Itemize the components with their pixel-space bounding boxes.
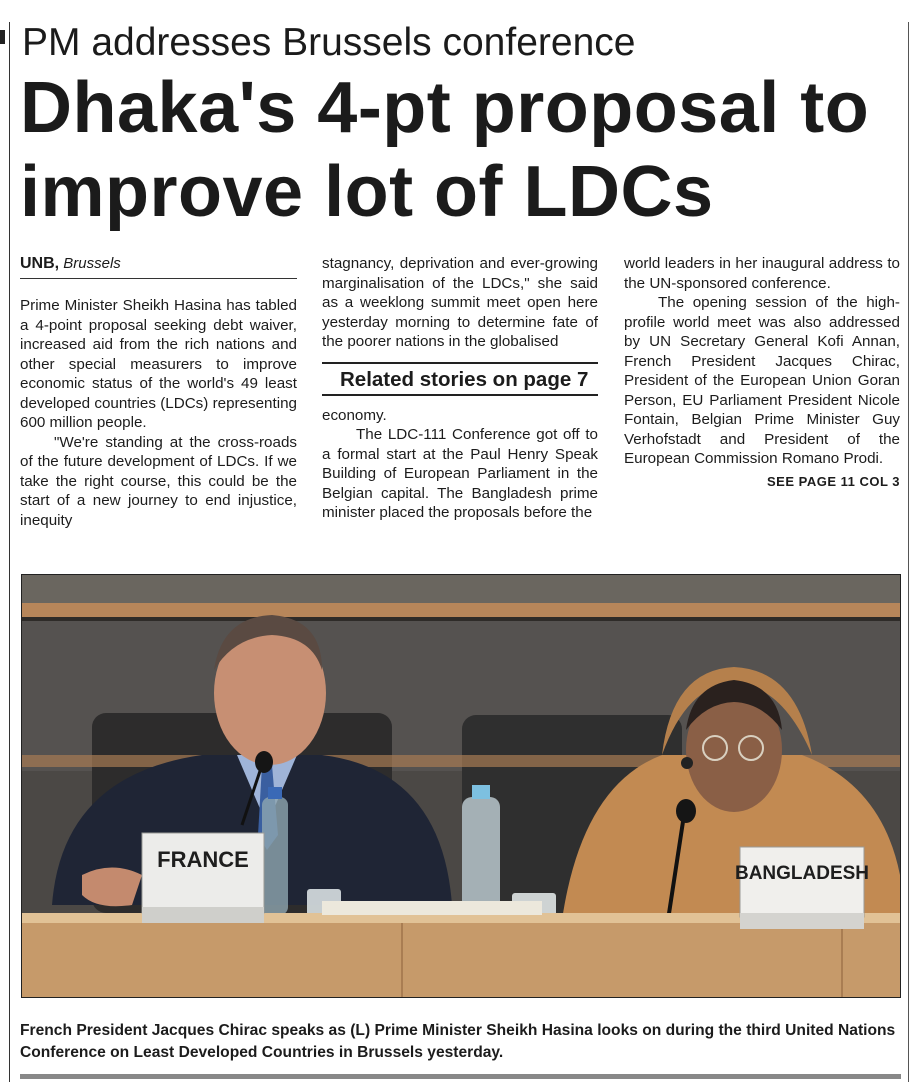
- kicker: PM addresses Brussels conference: [22, 21, 636, 64]
- article-column-3: [624, 254, 900, 491]
- water-bottle: [262, 797, 288, 915]
- microphone-right: [676, 799, 696, 823]
- photo-caption: French President Jacques Chirac speaks as (L) Prime Minister Sheikh Hasina looks on during the third United Nations Conference on Least Developed Countries in Brussels yesterday.: [20, 1022, 896, 1061]
- page-border-right: [908, 22, 909, 1082]
- paragraph: stagnancy, deprivation and ever-growing marginalisation of the LDCs," she said as a weeklong summit meet open here yesterday morning to determine fate of the poorer nations in the globalised: [322, 255, 598, 350]
- headline: [20, 66, 905, 234]
- placard-base: [740, 913, 864, 929]
- placard-bangladesh-text: BANGLADESH: [734, 863, 870, 884]
- headline-line: Dhaka's 4-pt proposal to: [20, 68, 870, 148]
- placard-france-text: FRANCE: [157, 847, 249, 872]
- paragraph: economy.: [322, 406, 387, 424]
- headset: [681, 757, 693, 769]
- article-column-2: [322, 254, 598, 523]
- placard-base: [142, 907, 264, 923]
- paragraph: Prime Minister Sheikh Hasina has tabled a 4-point proposal seeking debt waiver, increased aid from the rich nations and other special measurers to improve economic status of the world's 49 least developed countries (LDCs) representing 600 million people.: [20, 297, 297, 431]
- wood-trim: [22, 603, 900, 617]
- jump-line: SEE PAGE 11 COL 3: [766, 473, 900, 489]
- paragraph: The opening session of the high-profile world meet was also addressed by UN Secretary General Kofi Annan, French President Jacques Chirac, President of the European Union Goran Person, EU Parliament President Nicole Fontain, Belgian Prime Minister Guy Verhofstadt and President of the European Commission Romano Prodi.: [624, 294, 900, 467]
- trim-shadow: [22, 617, 900, 621]
- placard-france: [142, 833, 264, 913]
- paragraph: world leaders in her inaugural address to the UN-sponsored conference.: [624, 255, 900, 292]
- edge-mark: [0, 30, 5, 44]
- article-column-1: [20, 254, 297, 530]
- bottle-cap: [472, 785, 490, 799]
- bottle-cap: [268, 787, 282, 799]
- microphone-left: [255, 751, 273, 773]
- photo-ceiling: [22, 575, 900, 605]
- byline: [20, 254, 297, 279]
- photo-illustration: [22, 575, 900, 997]
- page-border-left: [9, 22, 10, 1082]
- byline-place: Brussels: [63, 255, 121, 272]
- related-stories-box: [322, 362, 598, 396]
- news-photo: [21, 574, 901, 998]
- byline-agency: UNB,: [20, 255, 60, 272]
- paragraph: The LDC-111 Conference got off to a formal start at the Paul Henry Speak Building of European Parliament in the Belgian capital. The Bangladesh prime minister placed the proposals before the: [322, 426, 598, 521]
- bottom-rule: [20, 1074, 901, 1079]
- paragraph: "We're standing at the cross-roads of the future development of LDCs. If we take the right course, this could be the start of a new journey to end injustice, inequity: [20, 433, 297, 529]
- water-bottle: [462, 797, 500, 915]
- headline-line: improve lot of LDCs: [20, 152, 714, 232]
- hand-left: [82, 868, 142, 907]
- related-stories-label: Related stories on page 7: [340, 367, 589, 391]
- papers: [322, 901, 542, 915]
